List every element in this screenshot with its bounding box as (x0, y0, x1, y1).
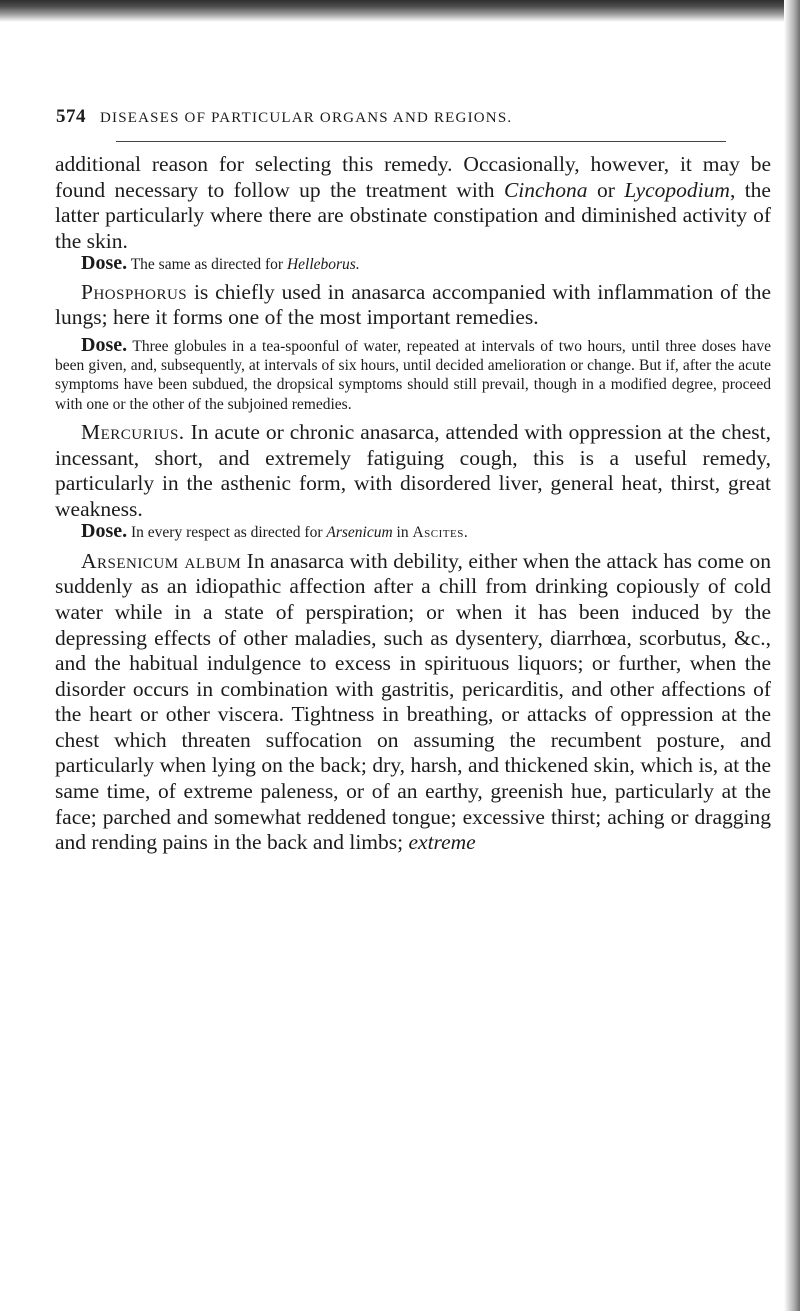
header-rule (116, 141, 726, 142)
remedy-name-arsenicum: Arsenicum (326, 524, 393, 542)
dose-note-mercurius (55, 522, 771, 542)
running-head (56, 106, 776, 128)
text-run: Three globules in a tea-spoonful of water, repeated at intervals of two hours, until three doses have been given, and, subsequently, at intervals of six hours, until decided amelioration or change. But if, after the acute symptoms have been subdued, the dropsical symptoms should still prevail, though in a modified degree, proceed with one or the other of the subjoined remedies. (55, 337, 771, 413)
section-name-ascites: Ascites. (412, 524, 469, 542)
remedy-name-cinchona: Cinchona (503, 177, 588, 202)
text-run: or (587, 177, 625, 202)
text-run: is chiefly used in anasarca accompanied with inflammation of the lungs; here it forms one of the most important remedies. (55, 279, 771, 330)
dose-label: Dose. (81, 520, 128, 543)
text-run: in (392, 524, 413, 542)
remedy-heading-phosphorus: Phosphorus (81, 279, 188, 304)
dose-note-helleborus (55, 254, 771, 274)
scan-edge-right (784, 0, 800, 1311)
page-number: 574 (56, 106, 86, 127)
remedy-heading-arsenicum: Arsenicum album (81, 548, 242, 573)
dose-note-phosphorus (55, 333, 771, 414)
text-run: In acute or chronic anasarca, attended with oppression at the chest, incessant, short, and extremely fatiguing cough, this is a useful remedy, particularly in the asthenic form, with disordered liver, general heat, thirst, great weakness. (55, 420, 771, 521)
dose-label: Dose. (81, 333, 128, 356)
page-text (55, 152, 771, 856)
remedy-heading-mercurius: Mercurius. (81, 420, 185, 445)
remedy-name-helleborus: Helleborus. (286, 256, 360, 274)
paragraph-arsenicum (55, 549, 771, 856)
dose-label: Dose. (81, 252, 128, 275)
text-run: In every respect as directed for (127, 524, 327, 542)
text-run: The same as directed for (127, 256, 287, 274)
text-run: , the latter particularly where there are obstinate constipation and diminished activity of the skin. (55, 177, 771, 253)
running-title: DISEASES OF PARTICULAR ORGANS AND REGIONS. (100, 110, 513, 126)
paragraph-phosphorus (55, 280, 771, 331)
catchword-extreme: extreme (408, 830, 476, 855)
text-run: additional reason for selecting this remedy. Occasionally, however, it may be found necessary to follow up the treatment with (55, 152, 771, 202)
scan-edge-top (0, 0, 800, 22)
paragraph-mercurius (55, 420, 771, 522)
remedy-name-lycopodium: Lycopodium (624, 177, 730, 202)
paragraph-continuation (55, 152, 771, 254)
text-run: In anasarca with debility, either when the attack has come on suddenly as an idiopathic affection after a chill from drinking copiously of cold water while in a state of perspiration; or when it has been induced by the depressing effects of other maladies, such as dysentery, diarrhœa, scorbutus, &c., and the habitual indulgence to excess in spirituous liquors; or further, when the disorder occurs in combination with gastritis, pericarditis, and other affections of the heart or other viscera. Tightness in breathing, or attacks of oppression at the chest which threaten suffocation on assuming the recumbent posture, and particularly when lying on the back; dry, harsh, and thickened skin, which is, at the same time, of extreme paleness, or of an earthy, greenish hue, particularly at the face; parched and somewhat reddened tongue; excessive thirst; aching or dragging and rending pains in the back and limbs; (55, 548, 771, 855)
